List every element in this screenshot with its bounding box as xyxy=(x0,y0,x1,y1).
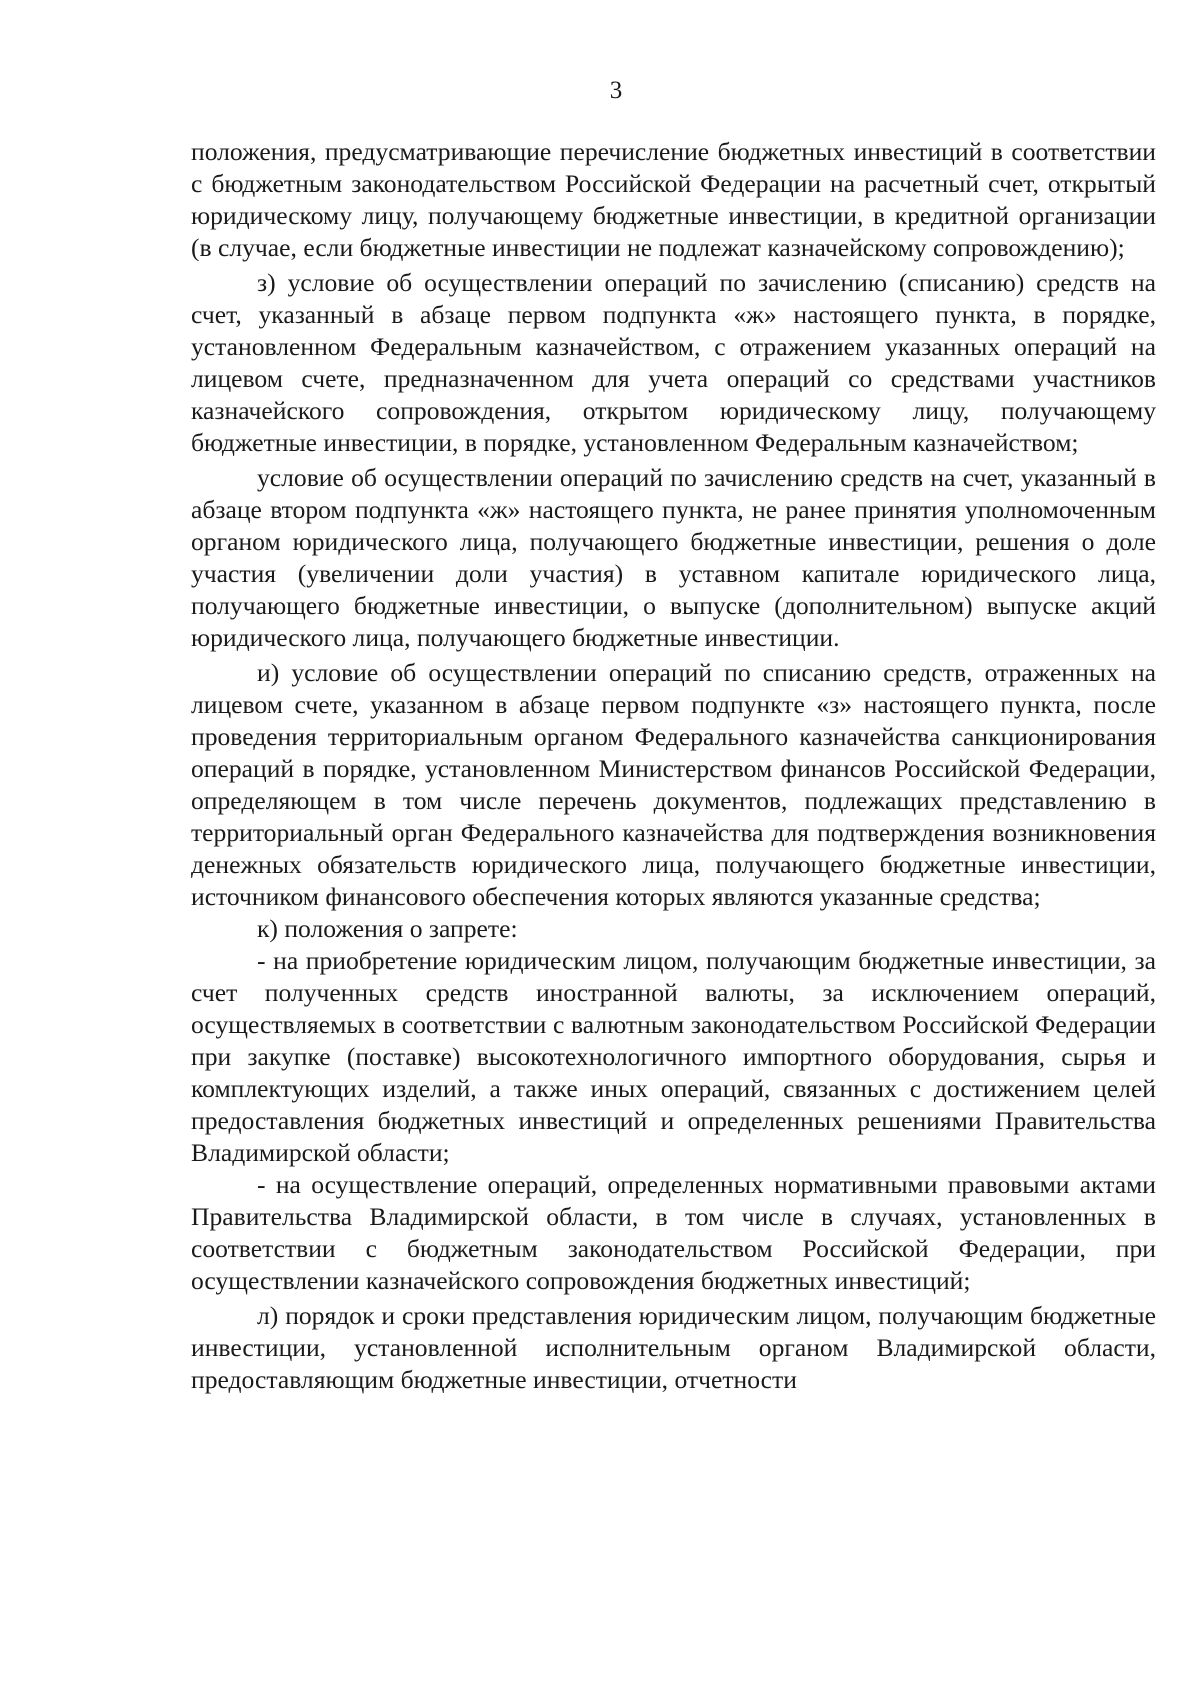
document-body xyxy=(191,136,1156,1396)
paragraph-currency-prohibition: - на приобретение юридическим лицом, получающим бюджетные инвестиции, за счет полученных средств иностранной валюты, за исключением операций, осуществляемых в соответствии с валютным законодательством Российской Федерации при закупке (поставке) высокотехнологичного импортного оборудования, сырья и комплектующих изделий, а также иных операций, связанных с достижением целей предоставления бюджетных инвестиций и определенных решениями Правительства Владимирской области; xyxy=(191,946,1156,1167)
paragraph-investment-transfer: положения, предусматривающие перечисление бюджетных инвестиций в соответствии с бюджетным законодательством Российской Федерации на расчетный счет, открытый юридическому лицу, получающему бюджетные инвестиции, в кредитной организации (в случае, если бюджетные инвестиции не подлежат казначейскому сопровождению); xyxy=(191,137,1156,262)
paragraph-item-l: л) порядок и сроки представления юридическим лицом, получающим бюджетные инвестиции, установленной исполнительным органом Владимирской области, предоставляющим бюджетные инвестиции, отчетности xyxy=(191,1301,1156,1394)
paragraph-item-z: з) условие об осуществлении операций по зачислению (списанию) средств на счет, указанный в абзаце первом подпункта «ж» настоящего пункта, в порядке, установленном Федеральным казначейством, с отражением указанных операций на лицевом счете, предназначенном для учета операций со средствами участников казначейского сопровождения, открытом юридическому лицу, получающему бюджетные инвестиции, в порядке, установленном Федеральным казначейством; xyxy=(191,268,1156,457)
paragraph-item-i: и) условие об осуществлении операций по списанию средств, отраженных на лицевом счете, указанном в абзаце первом подпункте «з» настоящего пункта, после проведения территориальным органом Федерального казначейства санкционирования операций в порядке, установленном Министерством финансов Российской Федерации, определяющем в том числе перечень документов, подлежащих представлению в территориальный орган Федерального казначейства для подтверждения возникновения денежных обязательств юридического лица, получающего бюджетные инвестиции, источником финансового обеспечения которых являются указанные средства; xyxy=(191,658,1156,911)
paragraph-operations-prohibition: - на осуществление операций, определенных нормативными правовыми актами Правительства Владимирской области, в том числе в случаях, установленных в соответствии с бюджетным законодательством Российской Федерации, при осуществлении казначейского сопровождения бюджетных инвестиций; xyxy=(191,1170,1156,1295)
page-number: 3 xyxy=(609,77,623,104)
paragraph-crediting-condition: условие об осуществлении операций по зачислению средств на счет, указанный в абзаце втором подпункта «ж» настоящего пункта, не ранее принятия уполномоченным органом юридического лица, получающего бюджетные инвестиции, решения о доле участия (увеличении доли участия) в уставном капитале юридического лица, получающего бюджетные инвестиции, о выпуске (дополнительном) выпуске акций юридического лица, получающего бюджетные инвестиции. xyxy=(191,463,1156,652)
paragraph-item-k: к) положения о запрете: xyxy=(257,914,518,943)
